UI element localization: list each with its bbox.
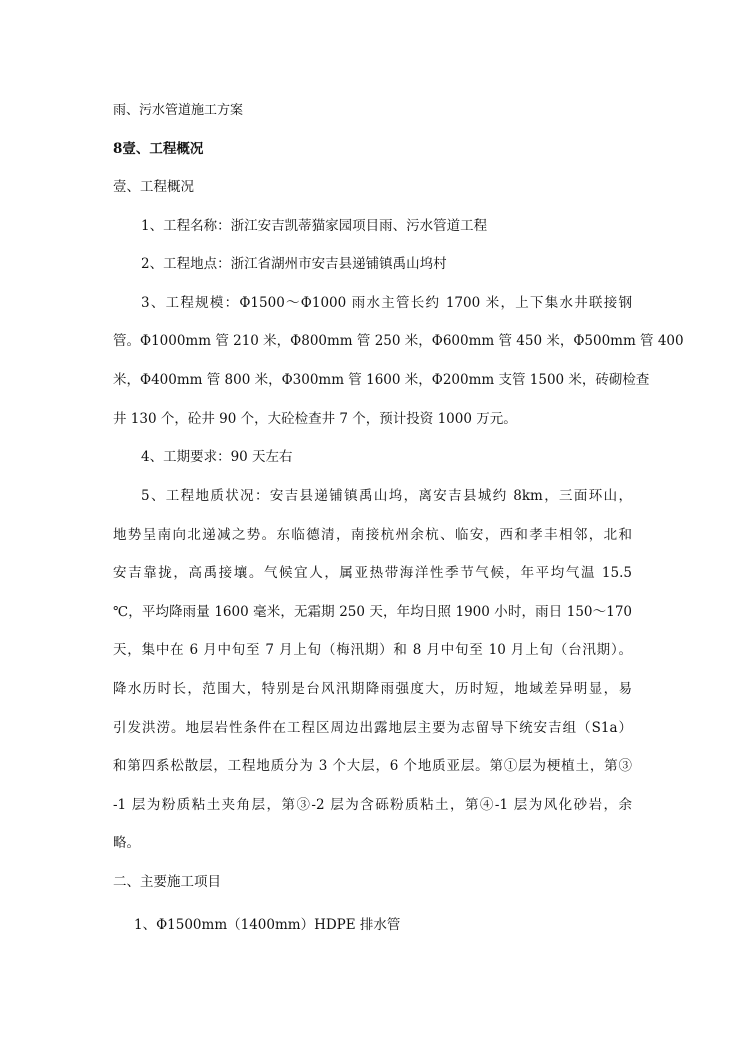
project-scale-line: 米，Φ400mm 管 800 米，Φ300mm 管 1600 米，Φ200mm 支管 1500 米，砖砌检查 xyxy=(113,372,650,388)
project-scale-line: 井 130 个，砼井 90 个，大砼检查井 7 个，预计投资 1000 万元。 xyxy=(113,411,517,427)
project-scale-line: 管。Φ1000mm 管 210 米，Φ800mm 管 250 米，Φ600mm 管 450 米，Φ500mm 管 400 xyxy=(113,333,684,349)
heading-overview-bold: 8壹、工程概况 xyxy=(113,141,204,157)
schedule-requirement: 4、工期要求：90 天左右 xyxy=(141,449,293,465)
document-title: 雨、污水管道施工方案 xyxy=(113,102,244,117)
geology-line: 安吉靠拢，高禹接壤。气候宜人，属亚热带海洋性季节气候，年平均气温 15.5 xyxy=(113,565,632,581)
geology-line: 引发洪涝。地层岩性条件在工程区周边出露地层主要为志留导下统安吉组（S1a） xyxy=(113,720,632,736)
project-location: 2、工程地点：浙江省湖州市安吉县递铺镇禹山坞村 xyxy=(141,256,447,272)
main-item-1: 1、Φ1500mm（1400mm）HDPE 排水管 xyxy=(134,917,401,933)
section-heading-main-items: 二、主要施工项目 xyxy=(113,874,221,890)
section-heading-overview: 壹、工程概况 xyxy=(113,179,194,195)
geology-line: 和第四系松散层，工程地质分为 3 个大层，6 个地质亚层。第①层为梗植土，第③ xyxy=(113,758,632,774)
geology-line: 天，集中在 6 月中旬至 7 月上旬（梅汛期）和 8 月中旬至 10 月上旬（台汛期）。 xyxy=(113,642,632,658)
geology-line: 5、工程地质状况：安吉县递铺镇禹山坞，离安吉县城约 8km，三面环山， xyxy=(141,488,632,504)
project-scale-line: 3、工程规模：Φ1500～Φ1000 雨水主管长约 1700 米，上下集水井联接钢 xyxy=(141,295,632,311)
geology-line: -1 层为粉质粘土夹角层，第③-2 层为含砾粉质粘土，第④-1 层为风化砂岩，余 xyxy=(113,797,632,813)
project-name: 1、工程名称：浙江安吉凯蒂猫家园项目雨、污水管道工程 xyxy=(141,218,488,234)
geology-line: 地势呈南向北递减之势。东临德清，南接杭州余杭、临安，西和孝丰相邻，北和 xyxy=(113,527,632,543)
geology-line: 降水历时长，范围大，特别是台风汛期降雨强度大，历时短，地域差异明显，易 xyxy=(113,681,632,697)
geology-line: 略。 xyxy=(113,835,140,851)
geology-line: ℃，平均降雨量 1600 毫米，无霜期 250 天，年均日照 1900 小时，雨日 150～170 xyxy=(113,604,632,620)
